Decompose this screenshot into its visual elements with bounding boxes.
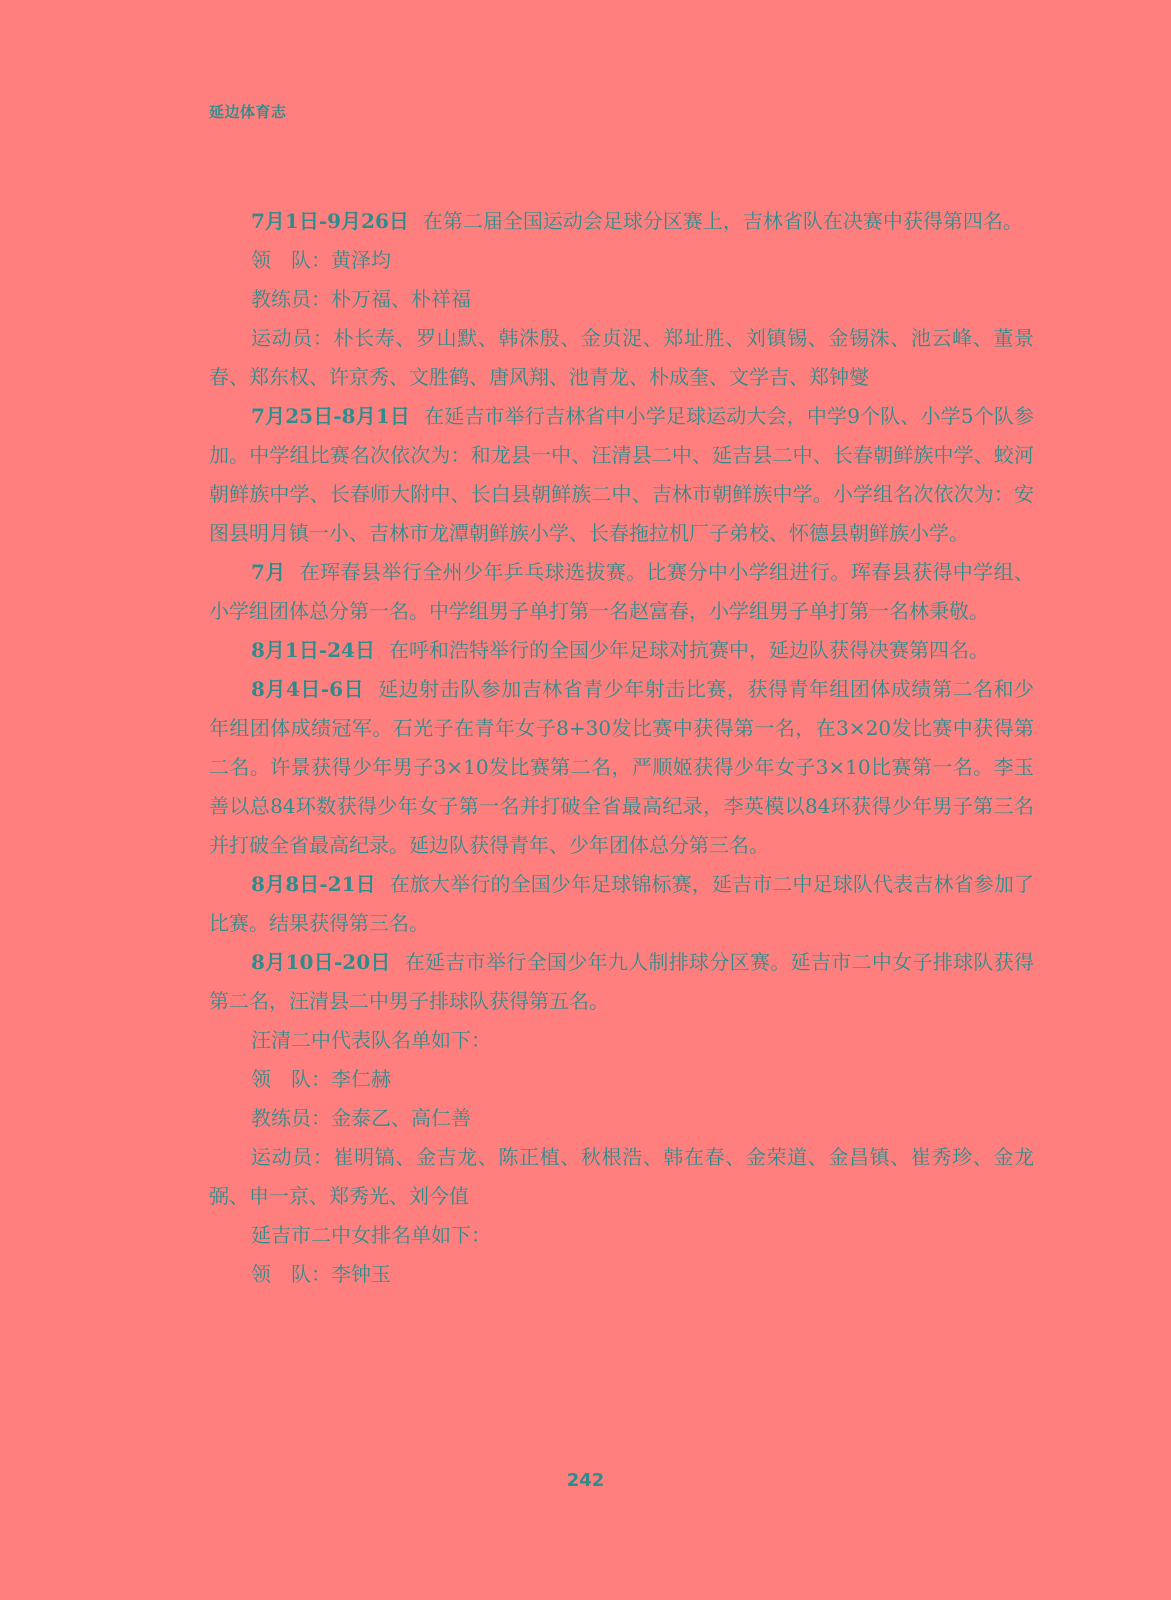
entry-text: 在呼和浩特举行的全国少年足球对抗赛中，延边队获得决赛第四名。 — [388, 638, 989, 662]
entry-date: 7月25日-8月1日 — [251, 404, 411, 428]
paragraph — [209, 865, 1034, 943]
entry-text: 延吉市二中女排名单如下： — [251, 1223, 491, 1247]
body-text — [209, 202, 1034, 1294]
paragraph — [209, 319, 1034, 397]
entry-text: 领 队：黄泽均 — [251, 248, 391, 272]
paragraph — [209, 1099, 1034, 1138]
paragraph — [209, 1060, 1034, 1099]
entry-text: 教练员：金泰乙、高仁善 — [251, 1106, 471, 1130]
entry-date: 8月1日-24日 — [251, 638, 375, 662]
paragraph — [209, 670, 1034, 865]
paragraph — [209, 1216, 1034, 1255]
paragraph — [209, 1138, 1034, 1216]
entry-date: 8月4日-6日 — [251, 677, 365, 701]
page-number: 242 — [566, 1470, 605, 1491]
paragraph — [209, 280, 1034, 319]
paragraph — [209, 241, 1034, 280]
entry-date: 7月 — [251, 560, 286, 584]
entry-text: 在延吉市举行全国少年九人制排球分区赛。延吉市二中女子排球队获得第二名，汪清县二中男子排球队获得第五名。 — [209, 950, 1034, 1013]
paragraph — [209, 943, 1034, 1021]
entry-text: 领 队：李钟玉 — [251, 1262, 391, 1286]
paragraph — [209, 1021, 1034, 1060]
entry-text: 运动员：朴长寿、罗山默、韩洙殷、金贞浞、郑址胜、刘镇锡、金锡洙、池云峰、董景春、郑东权、许京秀、文胜鹤、唐风翔、池青龙、朴成奎、文学吉、郑钟燮 — [209, 326, 1034, 389]
running-header: 延边体育志 — [209, 103, 287, 121]
paragraph — [209, 202, 1034, 241]
paragraph — [209, 1255, 1034, 1294]
entry-date: 8月10日-20日 — [251, 950, 391, 974]
entry-date: 8月8日-21日 — [251, 872, 376, 896]
paragraph — [209, 631, 1034, 670]
paragraph — [209, 397, 1034, 553]
entry-text: 教练员：朴万福、朴祥福 — [251, 287, 471, 311]
entry-text: 在珲春县举行全州少年乒乓球选拔赛。比赛分中小学组进行。珲春县获得中学组、小学组团体总分第一名。中学组男子单打第一名赵富春，小学组男子单打第一名林秉敬。 — [209, 560, 1034, 623]
entry-text: 汪清二中代表队名单如下： — [251, 1028, 491, 1052]
entry-text: 在第二届全国运动会足球分区赛上，吉林省队在决赛中获得第四名。 — [422, 209, 1023, 233]
paragraph — [209, 553, 1034, 631]
entry-text: 在旅大举行的全国少年足球锦标赛，延吉市二中足球队代表吉林省参加了比赛。结果获得第三名。 — [209, 872, 1034, 935]
entry-text: 运动员：崔明镐、金吉龙、陈正植、秋根浩、韩在春、金荣道、金昌镇、崔秀珍、金龙弼、申一京、郑秀光、刘今值 — [209, 1145, 1034, 1208]
entry-text: 延边射击队参加吉林省青少年射击比赛，获得青年组团体成绩第二名和少年组团体成绩冠军。石光子在青年女子8+30发比赛中获得第一名，在3×20发比赛中获得第二名。许景获得少年男子3×10发比赛第二名，严顺姬获得少年女子3×10比赛第一名。李玉善以总84环数获得少年女子第一名并打破全省最高纪录，李英模以84环获得少年男子第三名并打破全省最高纪录。延边队获得青年、少年团体总分第三名。 — [209, 677, 1034, 857]
entry-date: 7月1日-9月26日 — [251, 209, 409, 233]
entry-text: 在延吉市举行吉林省中小学足球运动大会，中学9个队、小学5个队参加。中学组比赛名次依次为：和龙县一中、汪清县二中、延吉县二中、长春朝鲜族中学、蛟河朝鲜族中学、长春师大附中、长白县朝鲜族二中、吉林市朝鲜族中学。小学组名次依次为：安图县明月镇一小、吉林市龙潭朝鲜族小学、长春拖拉机厂子弟校、怀德县朝鲜族小学。 — [209, 404, 1034, 545]
entry-text: 领 队：李仁赫 — [251, 1067, 391, 1091]
